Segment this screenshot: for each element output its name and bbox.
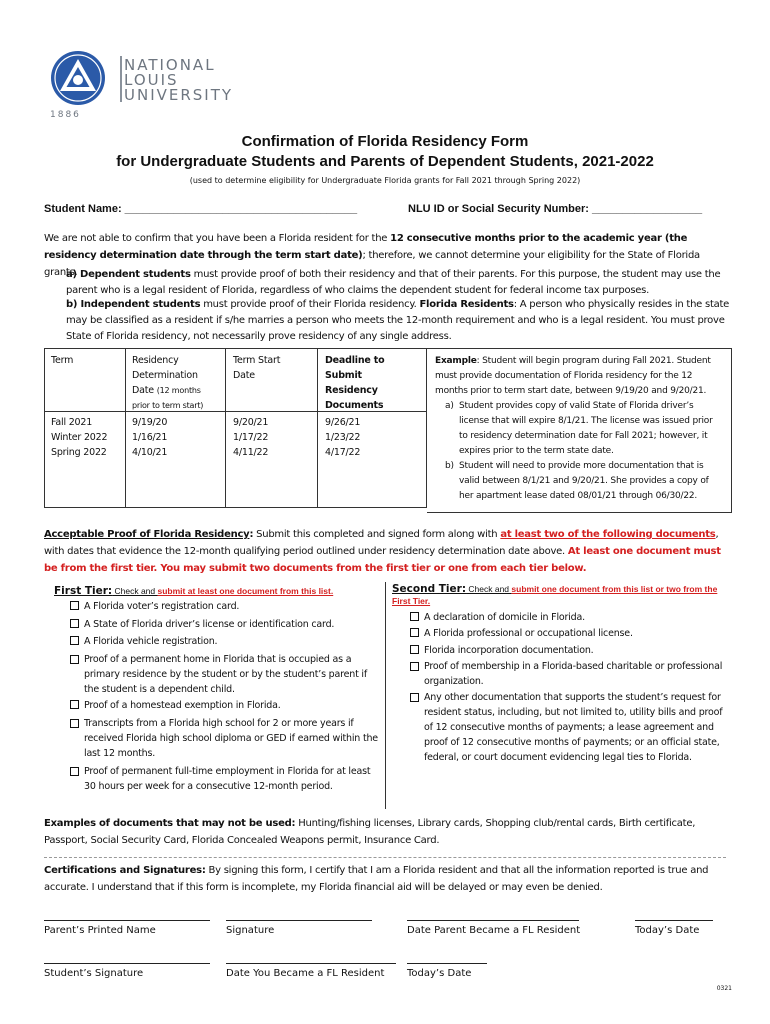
- table-cell: Fall 2021: [51, 417, 93, 428]
- tier1-item-text: Proof of a homestead exemption in Florida.: [84, 700, 281, 711]
- tier-divider: [385, 582, 386, 809]
- certification-text: By signing this form, I certify that I am a Florida resident and that all the information reported is true and accurate. I understand that if this form is incomplete, my Florida financial aid will be delayed or may even be denied.: [44, 865, 709, 893]
- checkbox-icon[interactable]: [70, 719, 79, 728]
- point-b: [66, 297, 734, 345]
- first-tier-heading: [54, 585, 374, 597]
- certification-paragraph: [44, 862, 734, 896]
- student-signature-label: Student’s Signature: [44, 968, 144, 979]
- tier1-item[interactable]: [70, 698, 380, 713]
- table-column-residency: [132, 415, 167, 460]
- parent-resident-date-label: Date Parent Became a FL Resident: [407, 925, 581, 936]
- header-deadline-3: Residency: [325, 385, 378, 396]
- parent-signature-line[interactable]: [226, 920, 372, 921]
- example-text: : Student will begin program during Fall 2021. Student must provide documentation of Florida residency for the 12 months prior to term start date, between 9/19/20 and 9/20/21.: [435, 356, 711, 396]
- checkbox-icon[interactable]: [70, 636, 79, 645]
- section-divider: [44, 857, 726, 858]
- header-term-start: [233, 353, 280, 383]
- second-tier-heading: [392, 583, 722, 607]
- form-title: Confirmation of Florida Residency Form: [241, 133, 529, 150]
- table-cell: 9/26/21: [325, 417, 361, 428]
- logo-year: 1886: [50, 110, 81, 120]
- documents-not-used: [44, 815, 734, 849]
- nlu-id-field[interactable]: NLU ID or Social Security Number: __________________: [408, 203, 703, 215]
- tier1-item-text: A Florida voter’s registration card.: [84, 601, 240, 612]
- table-cell: 9/19/20: [132, 417, 168, 428]
- student-resident-date-line[interactable]: [226, 963, 396, 964]
- tier1-item[interactable]: [70, 634, 380, 649]
- tier2-item-text: A Florida professional or occupational license.: [424, 628, 633, 639]
- tier2-item-text: Florida incorporation documentation.: [424, 645, 594, 656]
- point-a-text: must provide proof of both their residency and that of their parents. For this purpose, the student may use the parent who is a legal resident of Florida, regardless of who claims the dependent student for federal income tax purposes.: [66, 269, 721, 296]
- example-b-text: Student will need to provide more documentation that is valid between 8/1/21 and 9/20/21. She provides a copy of her apartment lease dated 08/01/21 through 06/30/22.: [459, 461, 709, 501]
- example-a-text: Student provides copy of valid State of Florida driver’s license that will expire 8/1/21. The license was issued prior to residency determination date for Fall 2021; however, it expires prior to the term state date.: [459, 401, 713, 456]
- point-a: [66, 267, 734, 299]
- table-cell: 1/16/21: [132, 432, 168, 443]
- point-b-text: must provide proof of their Florida residency.: [200, 299, 420, 310]
- example-box: [427, 348, 732, 513]
- first-tier-note-1: Check and: [112, 586, 158, 596]
- table-column-deadline: [325, 415, 360, 460]
- point-b-text2: : A person who physically resides in the state may be classified as a resident if s/he marries a person who meets the 12-month requirement and who is a legal resident. You must prove State of Florida residency, not necessarily prove residency of any single address.: [66, 299, 730, 342]
- parent-name-line[interactable]: [44, 920, 210, 921]
- signature-label: Signature: [226, 925, 275, 936]
- header-start-2: Date: [233, 370, 255, 381]
- logo-wordmark: [124, 58, 233, 103]
- checkbox-icon[interactable]: [410, 612, 419, 621]
- point-b-label: b) Independent students: [66, 299, 201, 310]
- tier2-item-text: Any other documentation that supports the student’s request for resident status, including, but not limited to, utility bills and proof of 12 consecutive months of payments; a lease agreement and proof of 12 consecutive months of payments; or an official state, federal, or court document evidencing legal ties to Florida.: [424, 692, 723, 763]
- intro-text-2: ; therefore, we cannot determine your eligibility for the State of Florida grants.: [44, 250, 700, 278]
- checkbox-icon[interactable]: [410, 645, 419, 654]
- acceptable-colon: :: [249, 529, 254, 540]
- intro-text-bold: 12 consecutive months prior to the academic year (the residency determination date through the term start date): [44, 233, 688, 261]
- tier1-item[interactable]: [70, 652, 380, 697]
- checkbox-icon[interactable]: [410, 662, 419, 671]
- checkbox-icon[interactable]: [70, 767, 79, 776]
- logo-divider: [120, 56, 122, 102]
- checkbox-icon[interactable]: [70, 601, 79, 610]
- intro-text-1: We are not able to confirm that you have been a Florida resident for the: [44, 233, 391, 244]
- table-cell: 4/17/22: [325, 447, 361, 458]
- header-res-5: prior to term start): [132, 401, 204, 410]
- tier2-item-text: A declaration of domicile in Florida.: [424, 612, 585, 623]
- residency-table: [44, 348, 427, 508]
- not-used-label: Examples of documents that may not be used:: [44, 818, 296, 829]
- tier1-item-text: A State of Florida driver’s license or identification card.: [84, 619, 335, 630]
- table-column-term: [51, 415, 107, 460]
- form-title-line2: for Undergraduate Students and Parents of Dependent Students, 2021-2022: [116, 153, 654, 170]
- acceptable-label: Acceptable Proof of Florida Residency: [44, 529, 250, 540]
- second-tier-note-2: submit one document from this list or two from the First Tier.: [392, 584, 718, 606]
- todays-date-label-2: Today’s Date: [407, 968, 472, 979]
- acceptable-text-1: Submit this completed and signed form along with: [253, 529, 501, 540]
- nlu-logo-icon: [50, 50, 106, 106]
- table-cell: 1/17/22: [233, 432, 269, 443]
- parent-printed-name-label: Parent’s Printed Name: [44, 925, 156, 936]
- tier2-item[interactable]: [410, 626, 730, 641]
- tier2-item[interactable]: [410, 610, 730, 625]
- table-cell: 1/23/22: [325, 432, 361, 443]
- tier1-item-text: A Florida vehicle registration.: [84, 636, 218, 647]
- example-a-marker: a): [445, 401, 454, 411]
- header-start-1: Term Start: [233, 355, 281, 366]
- logo-line-university: UNIVERSITY: [124, 86, 234, 104]
- acceptable-proof-paragraph: [44, 526, 734, 577]
- logo-line-national: NATIONAL: [124, 56, 216, 74]
- example-a: [435, 399, 723, 459]
- not-used-text: Hunting/fishing licenses, Library cards, Shopping club/rental cards, Birth certificate, Passport, Social Security Card, Florida Concealed Weapons permit, Insurance Card.: [44, 818, 696, 846]
- header-res-1: Residency: [132, 355, 179, 366]
- checkbox-icon[interactable]: [410, 628, 419, 637]
- form-subtitle: (used to determine eligibility for Undergraduate Florida grants for Fall 2021 through Spring 2022): [189, 176, 581, 185]
- checkbox-icon[interactable]: [70, 655, 79, 664]
- tier2-item[interactable]: [410, 643, 730, 658]
- parent-resident-date-line[interactable]: [407, 920, 579, 921]
- header-residency-date: [132, 353, 203, 413]
- tier1-item[interactable]: [70, 617, 380, 632]
- tier1-item-text: Proof of a permanent home in Florida that is occupied as a primary residence by the student or by the student’s parent if the student is a dependent child.: [84, 654, 368, 695]
- header-res-2: Determination: [132, 370, 198, 381]
- table-column-start: [233, 415, 268, 460]
- student-name-field[interactable]: Student Name: ______________________________________: [44, 203, 358, 215]
- example-label: Example: [435, 356, 477, 366]
- second-tier-title: Second Tier:: [392, 583, 467, 595]
- header-deadline: [325, 353, 384, 413]
- acceptable-text-2: at least two of the following documents: [500, 529, 716, 540]
- student-resident-date-label: Date You Became a FL Resident: [226, 968, 385, 979]
- certification-label: Certifications and Signatures:: [44, 865, 206, 876]
- header-deadline-4: Documents: [325, 400, 384, 411]
- header-deadline-1: Deadline to: [325, 355, 385, 366]
- logo-line-louis: LOUIS: [124, 71, 179, 89]
- checkbox-icon[interactable]: [70, 700, 79, 709]
- point-a-label: a) Dependent students: [66, 269, 191, 280]
- second-tier-note-1: Check and: [466, 584, 512, 594]
- tier1-item[interactable]: [70, 716, 380, 761]
- example-intro: [435, 354, 723, 399]
- header-term: Term: [51, 355, 74, 366]
- header-res-3: Date: [132, 385, 154, 396]
- header-deadline-2: Submit: [325, 370, 362, 381]
- today-date-line-2[interactable]: [407, 963, 487, 964]
- tier2-item[interactable]: [410, 690, 730, 765]
- table-cell: 4/11/22: [233, 447, 269, 458]
- table-cell: Spring 2022: [51, 447, 107, 458]
- point-b-label2: Florida Residents: [419, 299, 514, 310]
- checkbox-icon[interactable]: [410, 693, 419, 702]
- table-cell: 9/20/21: [233, 417, 269, 428]
- example-b-marker: b): [445, 461, 454, 471]
- table-cell: 4/10/21: [132, 447, 168, 458]
- checkbox-icon[interactable]: [70, 619, 79, 628]
- first-tier-note-2: submit at least one document from this list.: [157, 586, 334, 596]
- example-b: [435, 459, 723, 504]
- todays-date-label-1: Today’s Date: [635, 925, 700, 936]
- table-cell: Winter 2022: [51, 432, 108, 443]
- today-date-line-1[interactable]: [635, 920, 713, 921]
- tier1-item[interactable]: [70, 764, 380, 794]
- acceptable-text-4: At least one document must be from the first tier. You may submit two documents from the first tier or one from each tier below.: [44, 546, 721, 574]
- tier1-item[interactable]: [70, 599, 380, 614]
- first-tier-title: First Tier:: [54, 585, 113, 597]
- tier2-item[interactable]: [410, 659, 730, 689]
- form-code: 0321: [716, 985, 732, 992]
- tier1-item-text: Proof of permanent full-time employment in Florida for at least 30 hours per week for a consecutive 12-month period.: [84, 766, 371, 792]
- tier1-item-text: Transcripts from a Florida high school for 2 or more years if received Florida high school diploma or GED if earned within the last 12 months.: [84, 718, 378, 759]
- acceptable-text-3: , with dates that evidence the 12-month qualifying period outlined under residency determination date above.: [44, 529, 719, 557]
- header-res-4: (12 months: [156, 386, 201, 395]
- tier2-item-text: Proof of membership in a Florida-based charitable or professional organization.: [424, 661, 723, 687]
- student-signature-line[interactable]: [44, 963, 210, 964]
